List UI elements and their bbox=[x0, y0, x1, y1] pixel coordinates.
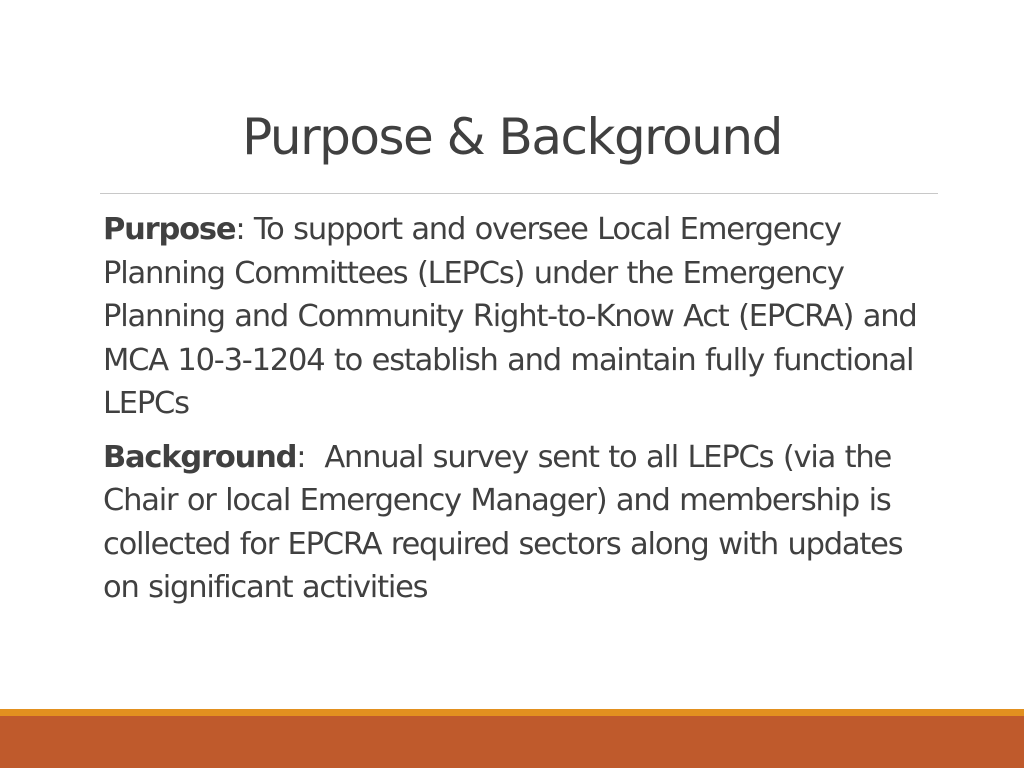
background-label: Background bbox=[103, 439, 297, 475]
purpose-paragraph bbox=[103, 208, 943, 426]
purpose-label: Purpose bbox=[103, 212, 236, 247]
purpose-text: To support and oversee Local Emergency Planning Committees (LEPCs) under the Emergency Planning and Community Right-to-Know Act (EPCRA) and MCA 10-3-1204 to establish and maintain fully functional LEPCs bbox=[103, 212, 917, 421]
slide-body bbox=[103, 208, 943, 620]
title-divider bbox=[100, 193, 938, 194]
background-separator: : bbox=[296, 439, 325, 475]
purpose-separator: : bbox=[235, 212, 254, 247]
footer-accent-line bbox=[0, 709, 1024, 716]
slide-title: Purpose & Background bbox=[242, 108, 782, 166]
background-paragraph bbox=[103, 436, 943, 610]
background-text: Annual survey sent to all LEPCs (via the Chair or local Emergency Manager) and membership is collected for EPCRA required sectors along with updates on significant activities bbox=[103, 439, 903, 605]
footer-band bbox=[0, 716, 1024, 768]
